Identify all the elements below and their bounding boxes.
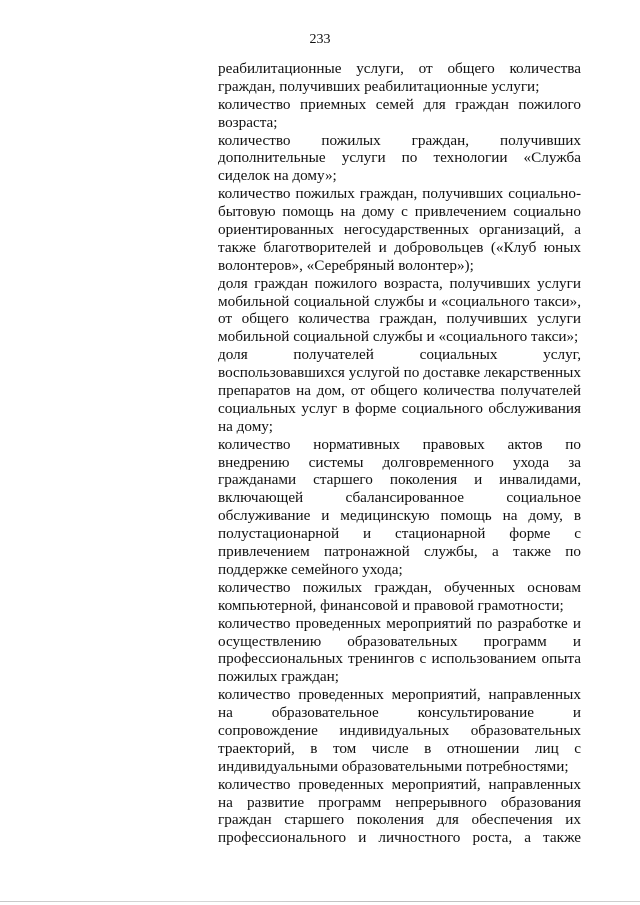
- text-line: дополнительные услуги по технологии «Служба: [218, 149, 581, 167]
- text-line: препаратов на дом, от общего количества получателей: [218, 382, 581, 400]
- text-line: привлечением патронажной службы, а также по: [218, 543, 581, 561]
- text-line: компьютерной, финансовой и правовой грамотности;: [218, 596, 564, 614]
- text-line: социальных услуг в форме социального обслуживания: [218, 399, 581, 417]
- text-line: профессиональных тренингов с использованием опыта: [218, 650, 581, 668]
- scan-edge-line: [0, 901, 640, 902]
- text-line: количество проведенных мероприятий, направленных: [218, 686, 581, 704]
- text-line: доля граждан пожилого возраста, получивших услуги: [218, 274, 581, 292]
- text-line: внедрению системы долговременного ухода за: [218, 453, 581, 471]
- paragraph: [218, 132, 581, 186]
- text-line: полустационарной и стационарной форме с: [218, 525, 581, 543]
- text-line: осуществлению образовательных программ и: [218, 632, 581, 650]
- text-line: волонтеров», «Серебряный волонтер»);: [218, 256, 474, 274]
- text-line: доля получателей социальных услуг,: [218, 346, 581, 364]
- text-line: на образовательное консультирование и: [218, 704, 581, 722]
- text-line: индивидуальными образовательными потребностями;: [218, 757, 569, 775]
- paragraph: [218, 436, 581, 579]
- text-line: количество нормативных правовых актов по: [218, 435, 581, 453]
- text-line: от общего количества граждан, получивших услуги: [218, 310, 581, 328]
- text-line: количество проведенных мероприятий, направленных: [218, 775, 581, 793]
- text-line: сиделок на дому»;: [218, 167, 337, 185]
- text-line: граждан, получивших реабилитационные услуги;: [218, 77, 540, 95]
- text-line: поддержке семейного ухода;: [218, 560, 403, 578]
- paragraph: [218, 776, 581, 848]
- text-line: граждан старшего поколения для обеспечения их: [218, 811, 581, 829]
- text-line: ориентированных негосударственных организаций, а: [218, 221, 581, 239]
- paragraph: [218, 579, 581, 615]
- text-line: профессионального и личностного роста, а также: [218, 829, 581, 847]
- text-line: реабилитационные услуги, от общего количества: [218, 60, 581, 77]
- paragraph: [218, 185, 581, 274]
- text-line: количество пожилых граждан, получивших социально-: [218, 185, 581, 203]
- text-line: воспользовавшихся услугой по доставке лекарственных: [218, 364, 581, 382]
- text-line: траекторий, в том числе в отношении лиц с: [218, 739, 581, 757]
- text-line: бытовую помощь на дому с привлечением социально: [218, 203, 581, 221]
- paragraph: [218, 96, 581, 132]
- paragraph: [218, 275, 581, 347]
- text-line: количество приемных семей для граждан пожилого: [218, 95, 581, 113]
- text-line: на развитие программ непрерывного образования: [218, 793, 581, 811]
- text-line: гражданами старшего поколения и инвалидами,: [218, 471, 581, 489]
- paragraph: [218, 60, 581, 96]
- text-line: количество пожилых граждан, получивших: [218, 131, 581, 149]
- text-line: пожилых граждан;: [218, 668, 340, 686]
- text-line: возраста;: [218, 113, 278, 131]
- text-line: количество проведенных мероприятий по разработке и: [218, 614, 581, 632]
- text-line: включающей сбалансированное социальное: [218, 489, 581, 507]
- document-body: [218, 60, 581, 847]
- paragraph: [218, 615, 581, 687]
- paragraph: [218, 686, 581, 775]
- page-number: 233: [309, 32, 331, 47]
- text-line: сопровождение индивидуальных образовательных: [218, 721, 581, 739]
- text-line: на дому;: [218, 417, 273, 435]
- text-line: количество пожилых граждан, обученных основам: [218, 578, 581, 596]
- text-line: обслуживание и медицинскую помощь на дому, в: [218, 507, 581, 525]
- text-line: мобильной социальной службы и «социального такси»;: [218, 328, 579, 346]
- text-line: также благотворителей и добровольцев («Клуб юных: [218, 238, 581, 256]
- paragraph: [218, 346, 581, 435]
- text-line: мобильной социальной службы и «социального такси»,: [218, 292, 581, 310]
